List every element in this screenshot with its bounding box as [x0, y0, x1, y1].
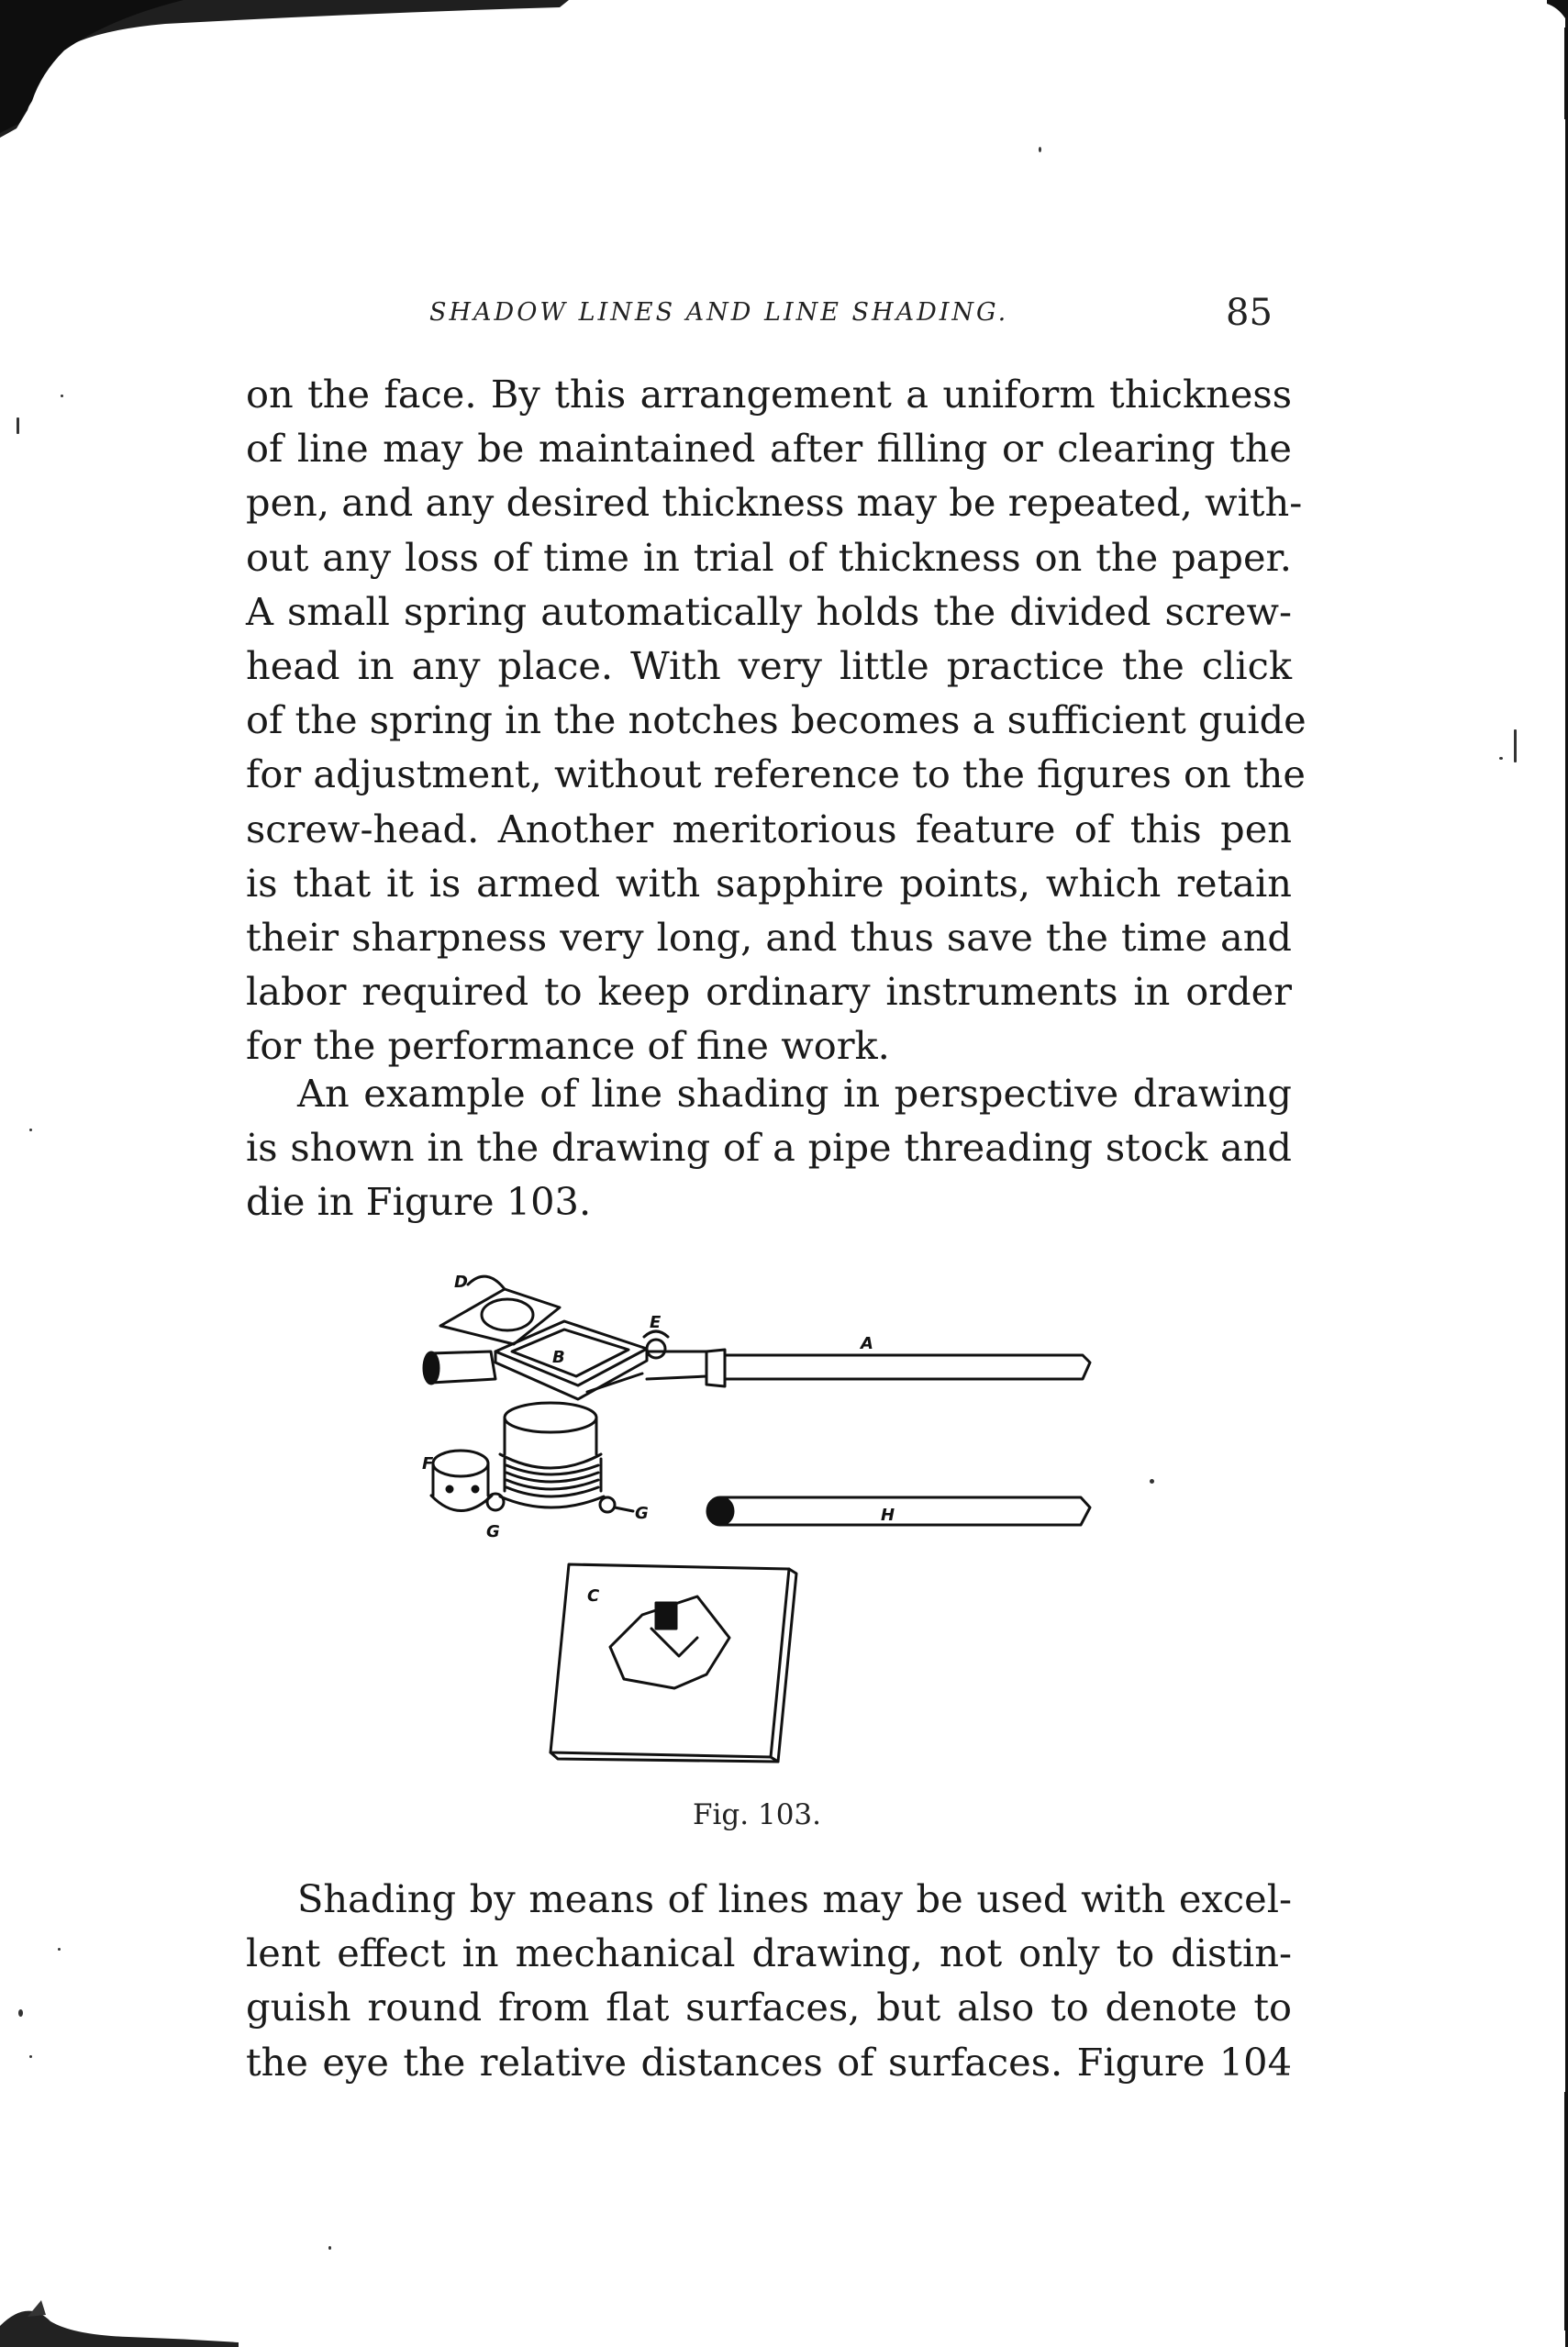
scan-speck [61, 395, 63, 397]
paragraph-shading [246, 1872, 1292, 2089]
text-line: is shown in the drawing of a pipe threading stock and [246, 1125, 1292, 1171]
figure-label-a: A [861, 1334, 873, 1353]
figure-label-d: D [454, 1273, 468, 1292]
scan-speck [29, 2055, 32, 2058]
scan-speck [58, 1948, 61, 1951]
text-line: for adjustment, without reference to the figures on the [246, 751, 1306, 797]
die-body-top [505, 1403, 596, 1432]
figure-label-h: H [881, 1506, 895, 1525]
text-line: An example of line shading in perspective drawing [297, 1071, 1292, 1116]
running-header-title: SHADOW LINES AND LINE SHADING. [429, 298, 1009, 327]
figure-label-f: F [422, 1454, 434, 1474]
paragraph-continued [246, 367, 1307, 1073]
text-line: lent effect in mechanical drawing, not only to distin- [246, 1930, 1292, 1976]
scan-speck [1150, 1479, 1154, 1484]
die-block [550, 1564, 789, 1757]
die-cap-plate [440, 1289, 560, 1344]
scan-speck [1039, 147, 1041, 152]
collar-f [433, 1451, 488, 1476]
text-line: of the spring in the notches becomes a sufficient guide [246, 697, 1307, 743]
text-line: pen, and any desired thickness may be repeated, with- [246, 480, 1303, 526]
handle-h [720, 1497, 1090, 1525]
text-line: Shading by means of lines may be used with excel- [297, 1876, 1292, 1921]
scan-smudge-bottom-left [0, 2280, 239, 2347]
scan-speck [1499, 757, 1503, 760]
page-number: 85 [1226, 292, 1273, 334]
figure-label-c: C [587, 1586, 600, 1606]
scan-smudge-top-left [0, 0, 569, 138]
text-line: die in Figure 103. [246, 1179, 592, 1225]
figure-label-g1: G [486, 1522, 500, 1541]
scan-speck [29, 1129, 32, 1131]
scan-edge-right [1547, 0, 1568, 2347]
scan-speck [17, 417, 19, 434]
figure-label-g2: G [635, 1504, 649, 1523]
text-line: head in any place. With very little practice the click [246, 642, 1292, 688]
text-line: out any loss of time in trial of thickness on the paper. [246, 534, 1292, 580]
text-line: labor required to keep ordinary instruments in order [246, 969, 1292, 1015]
figure-pipe-threading-stock-and-die [404, 1271, 1138, 1785]
cap-plate-hole [482, 1299, 533, 1330]
text-line: on the face. By this arrangement a uniform thickness [246, 372, 1292, 417]
text-line: the eye the relative distances of surfaces. Figure 104 [246, 2039, 1292, 2085]
text-line: screw-head. Another meritorious feature of this pen [246, 806, 1292, 851]
figure-label-e: E [650, 1313, 662, 1332]
handle-a [706, 1350, 725, 1386]
thumbscrew [647, 1340, 665, 1358]
figure-caption: Fig. 103. [693, 1798, 821, 1831]
text-line: for the performance of fine work. [246, 1023, 890, 1069]
scan-speck [18, 2009, 23, 2017]
paragraph-figure-intro [246, 1066, 1292, 1229]
text-line: of line may be maintained after filling or clearing the [246, 426, 1292, 472]
text-line: their sharpness very long, and thus save the time and [246, 914, 1292, 960]
text-line: guish round from flat surfaces, but also to denote to [246, 1985, 1292, 2030]
scan-speck [1514, 729, 1517, 762]
left-handle [431, 1351, 495, 1383]
text-line: A small spring automatically holds the divided screw- [246, 588, 1292, 634]
figure-label-b: B [552, 1348, 565, 1367]
scan-speck [328, 2246, 331, 2250]
text-line: is that it is armed with sapphire points, which retain [246, 860, 1292, 906]
